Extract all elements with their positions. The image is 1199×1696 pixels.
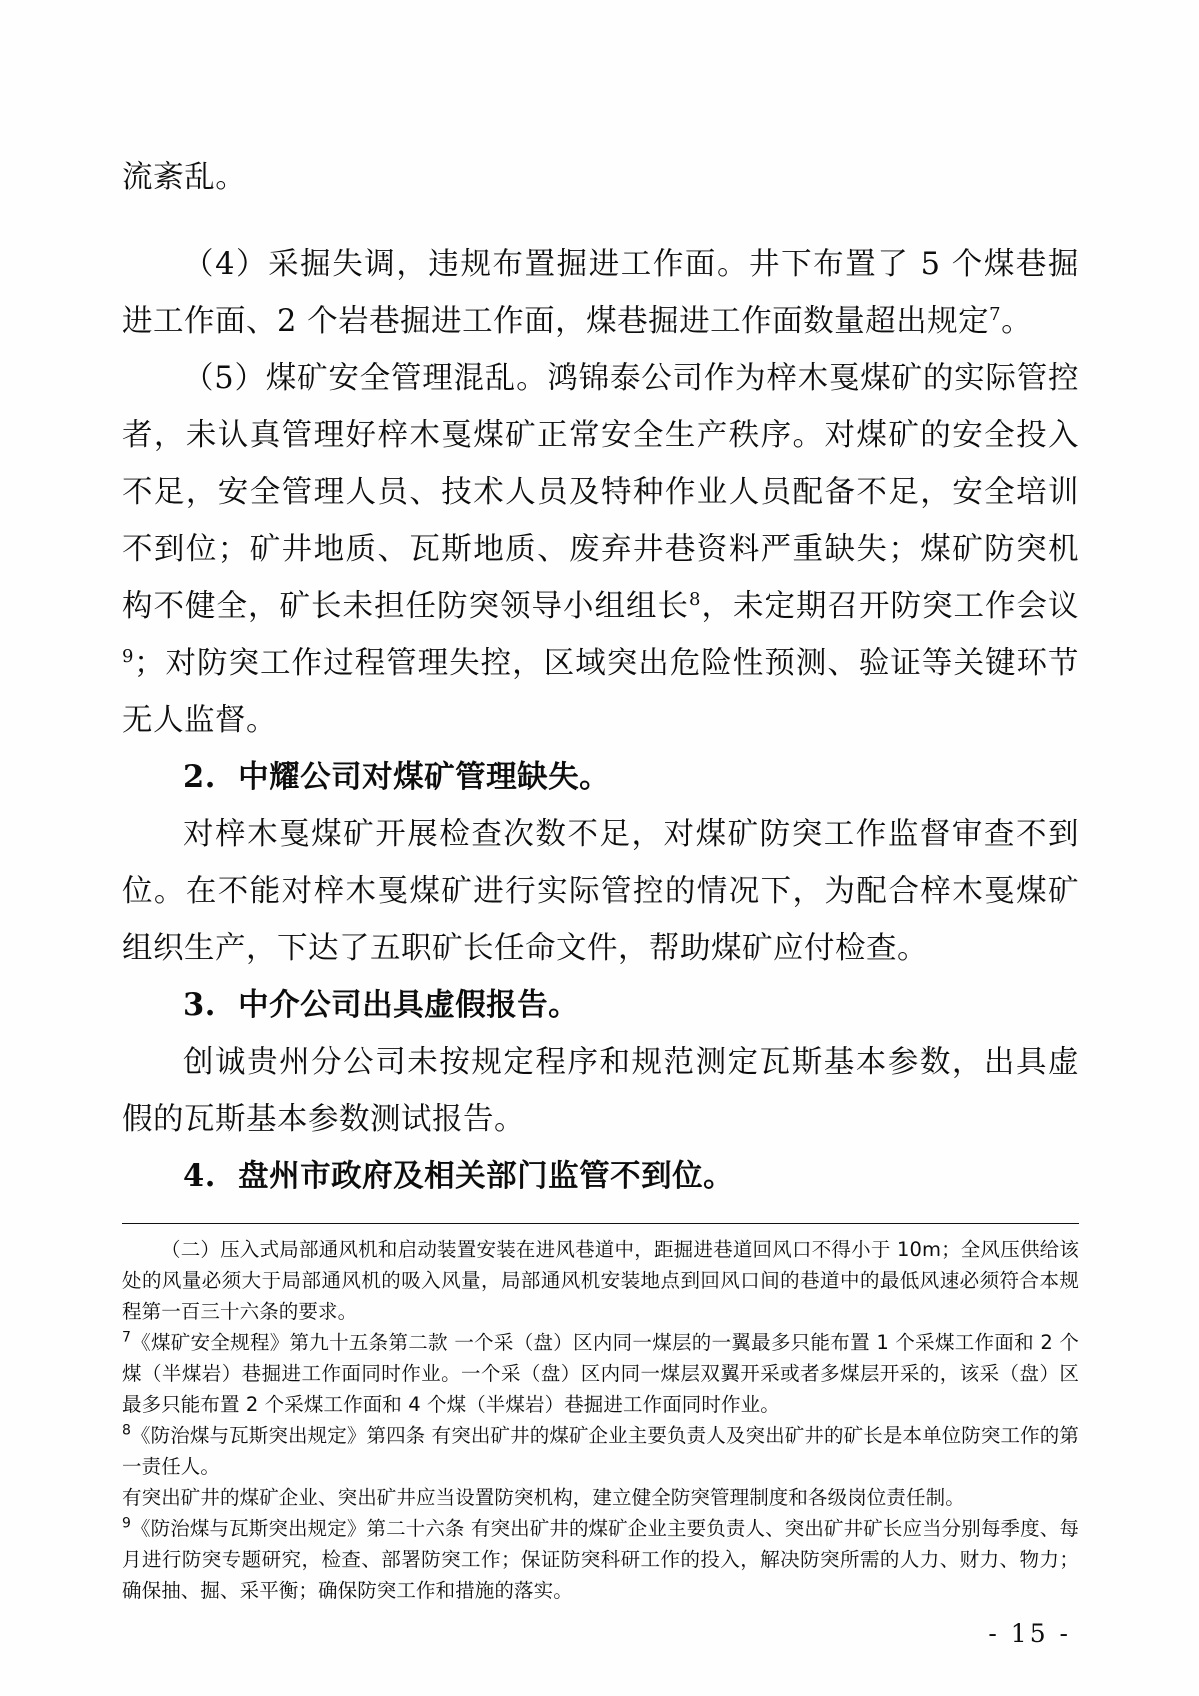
footnote-ref-9[interactable]: 9: [122, 645, 134, 667]
footnote-area: [122, 1234, 1079, 1606]
footnote-7-marker: 7: [122, 1329, 132, 1346]
heading-3-number: 3.: [183, 987, 216, 1023]
footnote-7-text: 《煤矿安全规程》第九十五条第二款 一个采（盘）区内同一煤层的一翼最多只能布置 1 个采煤工作面和 2 个煤（半煤岩）巷掘进工作面同时作业。一个采（盘）区内同一煤层双翼开采或者多煤层开采的，该采（盘）区最多只能布置 2 个采煤工作面和 4 个煤（半煤岩）巷掘进工作面同时作业。: [122, 1331, 1079, 1416]
heading-3-label: 中介公司出具虚假报告。: [238, 988, 580, 1023]
footnote-8-second-line: 有突出矿井的煤矿企业、突出矿井应当设置防突机构，建立健全防突管理制度和各级岗位责任制。: [122, 1486, 965, 1509]
paragraph-item-5: [122, 350, 1079, 749]
paragraph-item-4: [122, 236, 1079, 350]
heading-4-number: 4.: [183, 1158, 216, 1194]
paragraph-item-5-tail: ；对防突工作过程管理失控，区域突出危险性预测、验证等关键环节无人监督。: [122, 646, 1079, 738]
page-number: - 15 -: [988, 1619, 1071, 1648]
footnote-9-text: 《防治煤与瓦斯突出规定》第二十六条 有突出矿井的煤矿企业主要负责人、突出矿井矿长应当分别每季度、每月进行防突专题研究，检查、部署防突工作；保证防突科研工作的投入，解决防突所需的人力、财力、物力；确保抽、掘、采平衡；确保防突工作和措施的落实。: [122, 1517, 1079, 1602]
paragraph-continuation: 流紊乱。: [122, 159, 247, 195]
heading-2: [122, 749, 1079, 806]
footnote-9: [122, 1513, 1079, 1606]
footnote-8-marker: 8: [122, 1422, 132, 1439]
footnote-9-marker: 9: [122, 1515, 132, 1532]
heading-4-label: 盘州市政府及相关部门监管不到位。: [238, 1159, 735, 1194]
footnote-ref-8[interactable]: 8: [689, 588, 701, 610]
paragraph-item-5-mid: ，未定期召开防突工作会议: [700, 589, 1080, 624]
heading-2-number: 2.: [183, 759, 216, 795]
footnote-separator: [122, 1223, 1079, 1224]
footnote-ref-7[interactable]: 7: [989, 303, 1002, 325]
paragraph-item-4-text: （4）采掘失调，违规布置掘进工作面。井下布置了 5 个煤巷掘进工作面、2 个岩巷掘进工作面，煤巷掘进工作面数量超出规定: [122, 247, 1079, 339]
footnote-8: [122, 1420, 1079, 1482]
heading-3: [122, 977, 1079, 1034]
heading-4: [122, 1148, 1079, 1205]
heading-2-label: 中耀公司对煤矿管理缺失。: [238, 760, 611, 795]
paragraph-item-5-text: （5）煤矿安全管理混乱。鸿锦泰公司作为梓木戛煤矿的实际管控者，未认真管理好梓木戛煤矿正常安全生产秩序。对煤矿的安全投入不足，安全管理人员、技术人员及特种作业人员配备不足，安全培训不到位；矿井地质、瓦斯地质、废弃井巷资料严重缺失；煤矿防突机构不健全，矿长未担任防突领导小组组长: [122, 361, 1079, 624]
paragraph-after-heading-2: 对梓木戛煤矿开展检查次数不足，对煤矿防突工作监督审查不到位。在不能对梓木戛煤矿进行实际管控的情况下，为配合梓木戛煤矿组织生产，下达了五职矿长任命文件，帮助煤矿应付检查。: [122, 817, 1079, 966]
footnote-7: [122, 1327, 1079, 1420]
paragraph-after-heading-3: 创诚贵州分公司未按规定程序和规范测定瓦斯基本参数，出具虚假的瓦斯基本参数测试报告。: [122, 1045, 1079, 1137]
paragraph-item-4-tail: 。: [1001, 304, 1033, 339]
footnote-continued: （二）压入式局部通风机和启动装置安装在进风巷道中，距掘进巷道回风口不得小于 10m；全风压供给该处的风量必须大于局部通风机的吸入风量，局部通风机安装地点到回风口间的巷道中的最低风速必须符合本规程第一百三十六条的要求。: [122, 1238, 1079, 1323]
footnote-8-text: 《防治煤与瓦斯突出规定》第四条 有突出矿井的煤矿企业主要负责人及突出矿井的矿长是本单位防突工作的第一责任人。: [122, 1424, 1079, 1478]
